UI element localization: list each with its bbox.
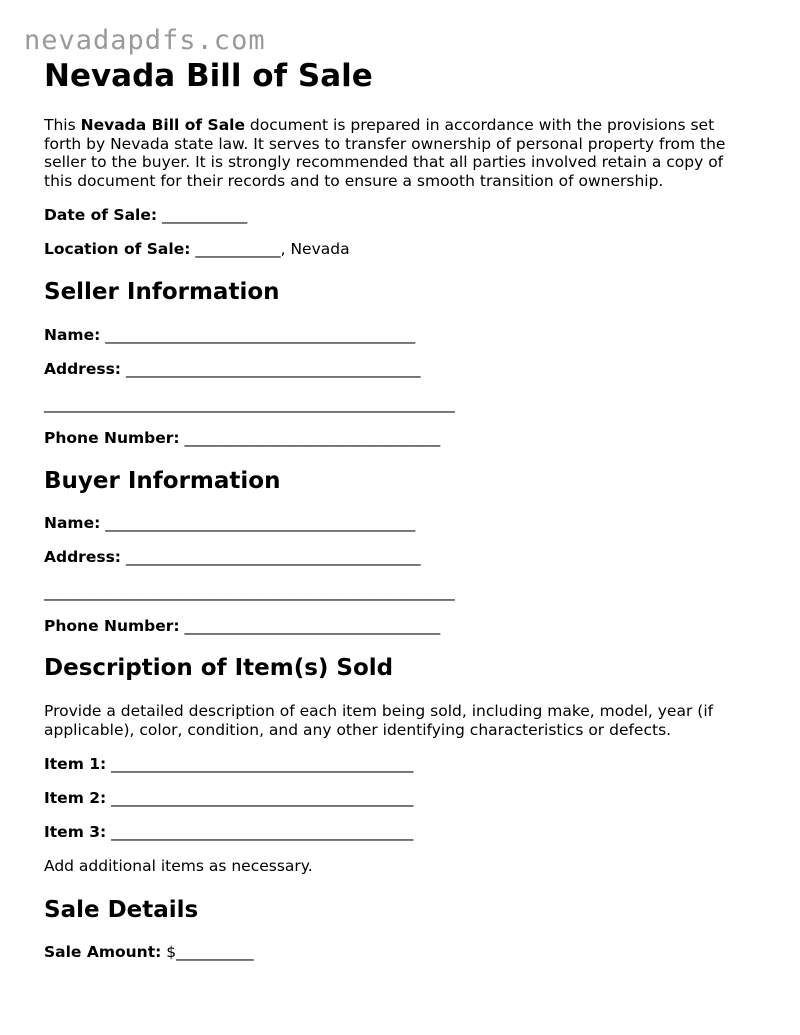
seller-address-label: Address:: [44, 360, 121, 378]
buyer-name-label: Name:: [44, 514, 101, 532]
seller-phone-blank[interactable]: _________________________________: [184, 429, 441, 447]
intro-bold: Nevada Bill of Sale: [80, 116, 245, 134]
seller-address-line2[interactable]: _____________________________________________________: [44, 395, 455, 413]
item-1-blank[interactable]: _______________________________________: [111, 755, 414, 773]
intro-rest: document is prepared in accordance with the provisions set forth by Nevada state law. It serves to transfer ownership of personal property from the seller to the buyer. It is strongly recommended that all parties involved retain a copy of this document for their records and to ensure a smooth transition of ownership.: [44, 116, 726, 190]
seller-heading: Seller Information: [44, 279, 280, 305]
seller-phone-label: Phone Number:: [44, 429, 180, 447]
buyer-phone-field: [44, 616, 440, 636]
item-2-label: Item 2:: [44, 789, 107, 807]
item-3-label: Item 3:: [44, 823, 107, 841]
location-suffix: , Nevada: [280, 240, 350, 258]
buyer-name-blank[interactable]: ________________________________________: [105, 514, 416, 532]
sale-details-heading: Sale Details: [44, 897, 199, 923]
intro-prefix: This: [44, 116, 81, 134]
seller-address-blank[interactable]: ______________________________________: [125, 360, 421, 378]
buyer-phone-label: Phone Number:: [44, 617, 180, 635]
buyer-address-blank[interactable]: ______________________________________: [125, 548, 421, 566]
seller-name-blank[interactable]: ________________________________________: [105, 326, 416, 344]
item-2-field: [44, 788, 413, 808]
date-of-sale-label: Date of Sale:: [44, 206, 158, 224]
buyer-address-field: [44, 547, 420, 567]
intro-paragraph: [44, 116, 744, 190]
sale-amount-blank[interactable]: $__________: [166, 943, 254, 961]
buyer-address-label: Address:: [44, 548, 121, 566]
item-3-blank[interactable]: _______________________________________: [111, 823, 414, 841]
location-of-sale-field: [44, 239, 350, 259]
buyer-name-field: [44, 513, 415, 533]
seller-name-field: [44, 325, 415, 345]
sale-amount-field: [44, 942, 254, 962]
items-instructions: Provide a detailed description of each item being sold, including make, model, year (if applicable), color, condition, and any other identifying characteristics or defects.: [44, 702, 714, 739]
item-3-field: [44, 822, 413, 842]
location-of-sale-label: Location of Sale:: [44, 240, 191, 258]
watermark: nevadapdfs.com: [24, 25, 266, 56]
seller-address-field: [44, 359, 420, 379]
items-heading: Description of Item(s) Sold: [44, 655, 394, 681]
buyer-phone-blank[interactable]: _________________________________: [184, 617, 441, 635]
buyer-heading: Buyer Information: [44, 468, 281, 494]
item-1-field: [44, 754, 413, 774]
document-title: Nevada Bill of Sale: [44, 58, 373, 94]
item-2-blank[interactable]: _______________________________________: [111, 789, 414, 807]
buyer-address-line2[interactable]: _____________________________________________________: [44, 583, 455, 601]
date-of-sale-blank[interactable]: ___________: [162, 206, 248, 224]
sale-amount-label: Sale Amount:: [44, 943, 162, 961]
location-of-sale-blank[interactable]: ___________: [195, 240, 281, 258]
seller-name-label: Name:: [44, 326, 101, 344]
item-1-label: Item 1:: [44, 755, 107, 773]
items-note: Add additional items as necessary.: [44, 857, 313, 875]
seller-phone-field: [44, 428, 440, 448]
date-of-sale-field: [44, 205, 247, 225]
